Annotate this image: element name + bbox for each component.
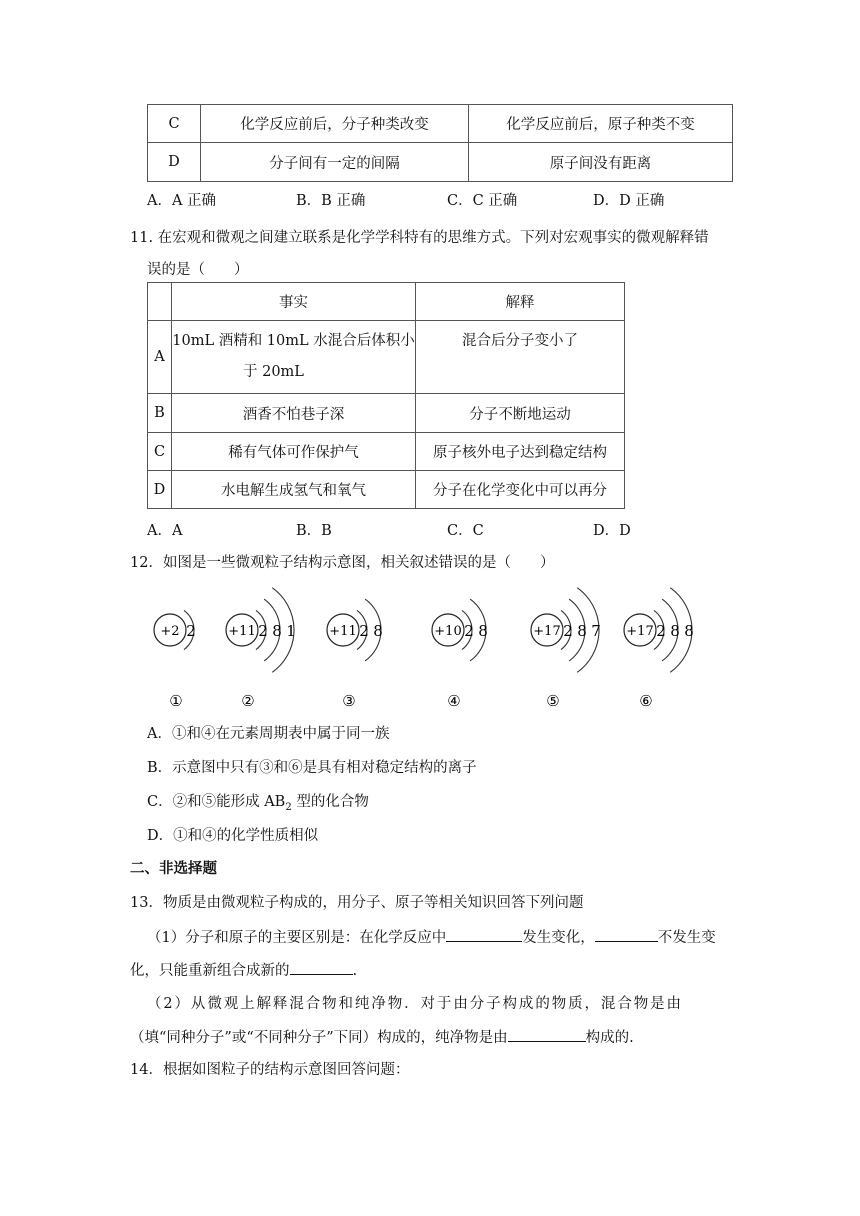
q11-row-fact-line2: 于 20mL — [243, 364, 304, 380]
q13-part1-line2 — [130, 958, 357, 980]
q11-option-b[interactable]: B．B — [296, 523, 332, 539]
q11-option-a[interactable]: A．A — [147, 523, 183, 539]
q11-row-explain: 混合后分子变小了 — [416, 321, 625, 394]
q10-row-label: C — [148, 105, 201, 143]
q13-p2-text-b: 构成的. — [585, 1030, 634, 1046]
q10-option-b[interactable]: B．B 正确 — [296, 193, 366, 209]
q10-row-left: 化学反应前后，分子种类改变 — [201, 105, 469, 143]
q10-row-right: 化学反应前后，原子种类不变 — [469, 105, 733, 143]
q10-row-right: 原子间没有距离 — [469, 143, 733, 182]
q11-header-fact: 事实 — [172, 283, 416, 321]
q13-stem: 13．物质是由微观粒子构成的，用分子、原子等相关知识回答下列问题 — [130, 895, 584, 911]
shell-electron-count: 2 — [359, 622, 369, 640]
shell-electron-count: 2 — [563, 622, 573, 640]
q11-row-label: A — [148, 321, 172, 394]
shell-electron-count: 8 — [373, 622, 383, 640]
q13-p1-text-d: 化，只能重新组合成新的 — [130, 963, 290, 979]
shell-electron-count: 8 — [478, 622, 488, 640]
q11-stem-line2: 误的是（ ） — [147, 262, 249, 278]
q13-p1-text-c: 不发生变 — [657, 930, 716, 946]
q11-row-explain: 分子在化学变化中可以再分 — [416, 471, 625, 509]
shell-electron-count: 2 — [656, 622, 666, 640]
shell-electron-count: 8 — [670, 622, 680, 640]
q11-stem-line1: 11. 在宏观和微观之间建立联系是化学学科特有的思维方式。下列对宏观事实的微观解释错 — [130, 230, 709, 246]
q11-row-explain: 分子不断地运动 — [416, 394, 625, 433]
q12-option-c-sub: 2 — [285, 801, 292, 813]
q13-blank-1[interactable] — [446, 925, 522, 942]
q11-option-c[interactable]: C．C — [447, 523, 484, 539]
shell-electron-count: 7 — [591, 622, 601, 640]
q10-option-d[interactable]: D．D 正确 — [593, 193, 665, 209]
q12-option-c[interactable] — [147, 790, 369, 813]
q11-row-fact: 稀有气体可作保护气 — [172, 433, 416, 471]
section-title: 二、非选择题 — [130, 860, 217, 877]
shell-electron-count: 8 — [684, 622, 694, 640]
q13-p1-text-a: （1）分子和原子的主要区别是：在化学反应中 — [147, 930, 447, 946]
shell-electron-count: 2 — [186, 622, 196, 640]
particle-5 — [531, 588, 601, 710]
q12-option-a[interactable]: A．①和④在元素周期表中属于同一族 — [147, 726, 390, 742]
q13-p1-text-e: . — [352, 963, 358, 979]
q11-row-fact — [172, 321, 416, 394]
shell-electron-count: 2 — [258, 622, 268, 640]
particle-2 — [226, 588, 296, 710]
q12-option-c-post: 型的化合物 — [291, 794, 369, 810]
q10-option-c[interactable]: C．C 正确 — [447, 193, 518, 209]
nucleus-charge: +2 — [160, 624, 180, 639]
particle-label: ③ — [342, 692, 356, 710]
q13-part1-line1 — [147, 925, 716, 947]
q12-option-d[interactable]: D．①和④的化学性质相似 — [147, 828, 319, 844]
particle-6 — [624, 588, 694, 710]
q11-row-label: B — [148, 394, 172, 433]
nucleus-charge: +10 — [434, 624, 462, 639]
q13-part2-line1: （2）从微观上解释混合物和纯净物．对于由分子构成的物质，混合物是由 — [147, 996, 683, 1012]
q11-row-label: D — [148, 471, 172, 509]
nucleus-charge: +11 — [329, 624, 357, 639]
q11-row-label: C — [148, 433, 172, 471]
particle-3 — [327, 599, 383, 710]
particle-label: ① — [169, 692, 183, 710]
shell-electron-count: 8 — [577, 622, 587, 640]
nucleus-charge: +17 — [626, 624, 654, 639]
particle-1 — [154, 610, 196, 710]
nucleus-charge: +11 — [228, 624, 256, 639]
q11-row-explain: 原子核外电子达到稳定结构 — [416, 433, 625, 471]
q11-table — [147, 282, 625, 509]
q12-option-b[interactable]: B．示意图中只有③和⑥是具有相对稳定结构的离子 — [147, 760, 477, 776]
q14-stem: 14．根据如图粒子的结构示意图回答问题： — [130, 1062, 410, 1078]
shell-electron-count: 2 — [464, 622, 474, 640]
q12-option-c-pre: C．②和⑤能形成 AB — [147, 794, 286, 810]
q13-blank-2[interactable] — [595, 925, 658, 942]
q13-blank-4[interactable] — [508, 1025, 586, 1042]
q12-stem: 12．如图是一些微观粒子结构示意图，相关叙述错误的是（ ） — [130, 555, 555, 571]
particle-diagram — [140, 574, 720, 714]
q11-row-fact: 酒香不怕巷子深 — [172, 394, 416, 433]
q13-p2-text-a: （填“同种分子”或“不同种分子”下同）构成的，纯净物是由 — [130, 1030, 508, 1046]
particle-label: ⑤ — [546, 692, 560, 710]
q13-part2-line2 — [130, 1025, 634, 1047]
q11-option-d[interactable]: D．D — [593, 523, 631, 539]
q11-row-fact: 水电解生成氢气和氧气 — [172, 471, 416, 509]
particle-4 — [432, 599, 488, 710]
q11-header-explain: 解释 — [416, 283, 625, 321]
particle-label: ④ — [447, 692, 461, 710]
particle-label: ② — [241, 692, 255, 710]
shell-electron-count: 8 — [272, 622, 282, 640]
nucleus-charge: +17 — [533, 624, 561, 639]
q10-row-left: 分子间有一定的间隔 — [201, 143, 469, 182]
q10-table — [147, 104, 733, 182]
q11-header-blank — [148, 283, 172, 321]
shell-electron-count: 1 — [286, 622, 296, 640]
q13-p1-text-b: 发生变化， — [522, 930, 595, 946]
q13-blank-3[interactable] — [290, 958, 353, 975]
particle-label: ⑥ — [639, 692, 653, 710]
q10-option-a[interactable]: A．A 正确 — [147, 193, 217, 209]
q10-row-label: D — [148, 143, 201, 182]
q11-row-fact-line1: 10mL 酒精和 10mL 水混合后体积小 — [172, 333, 415, 349]
